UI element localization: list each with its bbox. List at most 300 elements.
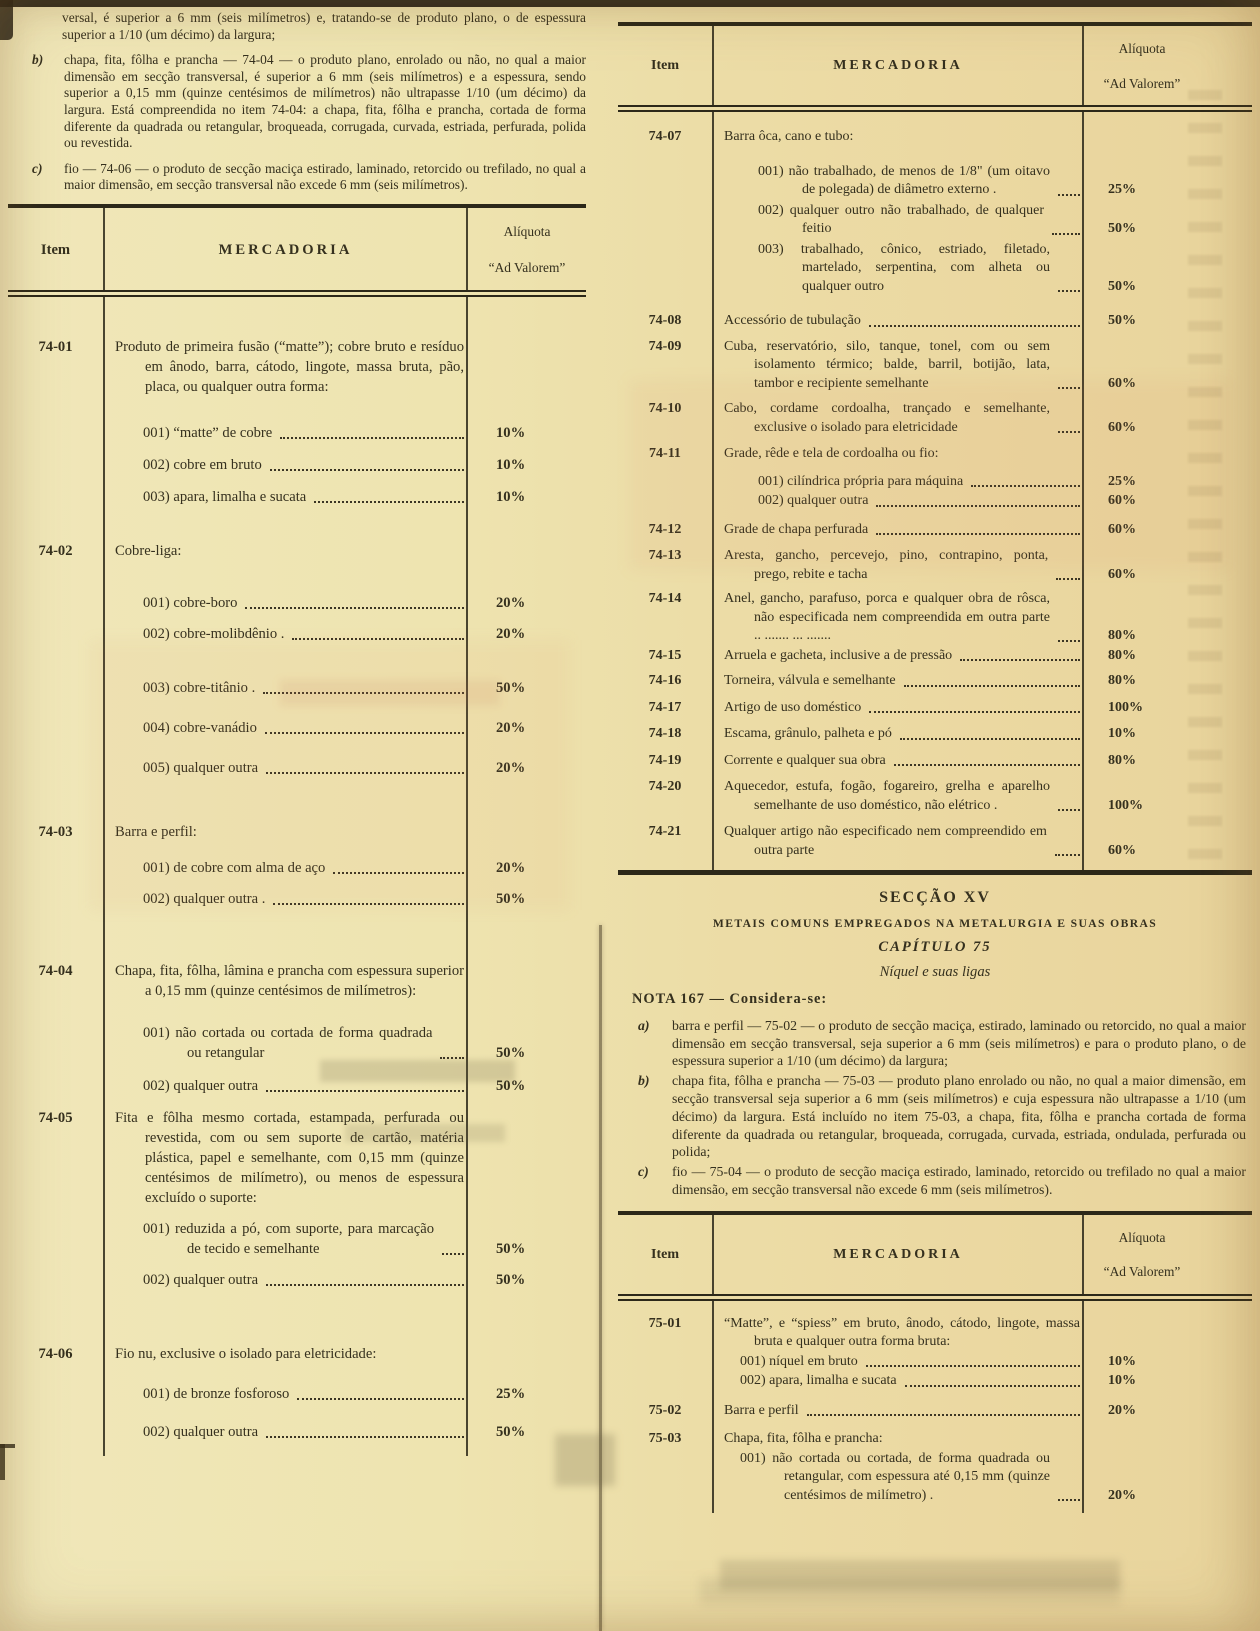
aliquota-value: 50% bbox=[1108, 313, 1136, 328]
header-aliquota-line1: Alíquota bbox=[1118, 41, 1166, 56]
row-body bbox=[712, 445, 1252, 511]
subitem-text: 002) qualquer outra bbox=[758, 493, 869, 508]
tariff-line bbox=[115, 678, 586, 698]
dot-leader bbox=[1058, 430, 1080, 433]
item-description: Fio nu, exclusive o isolado para eletricidade: bbox=[115, 1345, 377, 1362]
tariff-row bbox=[618, 585, 1252, 646]
column-rule-right bbox=[466, 297, 468, 523]
dot-leader bbox=[266, 1089, 464, 1092]
row-body bbox=[103, 822, 586, 909]
row-body bbox=[712, 128, 1252, 296]
aliquota-value: 80% bbox=[1108, 647, 1136, 663]
item-description: Artigo de uso doméstico bbox=[724, 699, 862, 715]
column-rule-right bbox=[1082, 395, 1084, 439]
section-title: SECÇÃO XV bbox=[879, 889, 991, 906]
column-rule-right bbox=[1082, 745, 1084, 772]
aliquota-value: 80% bbox=[1108, 752, 1136, 768]
nota-item-text: barra e perfil — 75-02 — o produto de secção maciça, estirado, laminado ou retorcido, no qual a maior dimensão em secção transversal, seja superior a 6 mm (seis milímetros) e para o produto plano, o de espessura superior a 1/10 (um décimo) da largura; bbox=[672, 1017, 1246, 1069]
subitem-text: 004) cobre-vanádio bbox=[143, 719, 257, 736]
dot-leader bbox=[440, 1056, 464, 1059]
tariff-row bbox=[618, 692, 1252, 719]
row-body bbox=[712, 672, 1252, 691]
aliquota-value: 20% bbox=[496, 859, 526, 876]
section-subtitle: METAIS COMUNS EMPREGADOS NA METALURGIA E SUAS OBRAS bbox=[712, 917, 1158, 930]
column-rule-left bbox=[712, 395, 714, 439]
column-rule-left bbox=[103, 1102, 105, 1312]
tariff-line bbox=[724, 752, 1252, 771]
item-code: 74-02 bbox=[38, 542, 73, 559]
row-body bbox=[103, 1344, 586, 1442]
column-rule-right bbox=[1082, 692, 1084, 719]
aliquota-value: 60% bbox=[1108, 493, 1136, 508]
nota-item-c bbox=[632, 1163, 1246, 1199]
column-rule-left bbox=[712, 771, 714, 816]
tariff-row bbox=[618, 1301, 1252, 1396]
tariff-line bbox=[724, 1372, 1252, 1391]
tariff-row bbox=[618, 666, 1252, 692]
column-rule-right bbox=[1082, 1215, 1084, 1294]
column-rule-right bbox=[1082, 585, 1084, 646]
item-description: Cabo, cordame cordoalha, trançado e semelhante, exclusive o isolado para eletricidade bbox=[724, 401, 1050, 435]
dot-leader bbox=[266, 1435, 464, 1438]
item-code: 74-04 bbox=[38, 962, 73, 979]
note-item-text: fio — 74-06 — o produto de secção maciça estirado, laminado, retorcido ou trefilado, no qual a maior dimensão, em secção transversal não excede 6 mm (seis milímetros). bbox=[64, 160, 586, 193]
section-heading bbox=[618, 889, 1252, 981]
subitem-text: 002) qualquer outra . bbox=[143, 890, 266, 907]
subitem-text: 002) qualquer outra bbox=[143, 1077, 259, 1094]
tariff-line bbox=[724, 128, 1252, 147]
item-description: Escama, grânulo, palheta e pó bbox=[724, 726, 892, 741]
aliquota-value: 10% bbox=[496, 456, 526, 473]
item-code: 74-14 bbox=[648, 591, 682, 606]
column-rule-left bbox=[103, 297, 105, 523]
column-rule-left bbox=[103, 1312, 105, 1456]
tariff-table-copper-1 bbox=[8, 204, 586, 1456]
aliquota-value: 25% bbox=[496, 1385, 526, 1402]
subitem-text: 001) não trabalhado, de menos de 1/8" (um oitavo de polegada) de diâmetro externo . bbox=[758, 163, 1050, 197]
column-rule-right bbox=[1082, 718, 1084, 745]
column-rule-left bbox=[712, 541, 714, 585]
dot-leader bbox=[280, 436, 464, 439]
item-description: Torneira, válvula e semelhante bbox=[724, 673, 896, 688]
tariff-line bbox=[115, 718, 586, 738]
tariff-row bbox=[8, 1312, 586, 1456]
aliquota-value: 20% bbox=[496, 759, 526, 776]
item-description: Fita e fôlha mesmo cortada, estampada, perfurada ou revestida, com ou sem suporte de cartão, matéria plástica, papel e semelhante, com 0,15 mm (quinze centésimos de milímetro), ou menos de espessura excluído o suporte: bbox=[115, 1109, 464, 1206]
tariff-row bbox=[618, 541, 1252, 585]
dot-leader bbox=[266, 771, 464, 774]
row-body bbox=[712, 1430, 1252, 1505]
aliquota-value: 60% bbox=[1108, 566, 1136, 582]
item-code: 74-11 bbox=[649, 446, 681, 461]
aliquota-value: 100% bbox=[1108, 797, 1143, 813]
table-header bbox=[618, 1215, 1252, 1301]
tariff-row bbox=[618, 333, 1252, 396]
column-rule-right bbox=[1082, 816, 1084, 870]
dot-leader bbox=[866, 1364, 1080, 1367]
tariff-row bbox=[8, 1102, 586, 1312]
column-rule-right bbox=[1082, 646, 1084, 667]
item-code: 74-07 bbox=[648, 129, 682, 144]
tariff-line bbox=[724, 521, 1252, 540]
nota-title-text: NOTA 167 — Considera-se: bbox=[632, 991, 828, 1007]
column-rule-right bbox=[1082, 439, 1084, 514]
aliquota-value: 80% bbox=[1108, 673, 1136, 688]
tariff-row bbox=[618, 646, 1252, 667]
tariff-row bbox=[618, 439, 1252, 514]
column-rule-left bbox=[712, 745, 714, 772]
item-code: 74-18 bbox=[648, 726, 682, 741]
subitem-text: 002) cobre em bruto bbox=[143, 456, 262, 473]
tariff-line bbox=[115, 1108, 586, 1208]
item-description: Grade de chapa perfurada bbox=[724, 521, 869, 537]
header-item: Item bbox=[40, 241, 71, 258]
note-item-label: c) bbox=[32, 160, 43, 176]
chapter-74-notes bbox=[8, 10, 586, 194]
header-aliquota bbox=[468, 222, 586, 278]
column-rule-right bbox=[1082, 1396, 1084, 1425]
dot-leader bbox=[876, 504, 1080, 507]
item-description: Cobre-liga: bbox=[115, 542, 182, 559]
note-item-label: b) bbox=[32, 52, 44, 68]
item-description: Aresta, gancho, percevejo, pino, contrapino, ponta, prego, rebite e tacha bbox=[724, 548, 1049, 582]
item-code: 74-21 bbox=[648, 824, 682, 839]
dot-leader bbox=[1058, 289, 1080, 292]
tariff-row bbox=[618, 718, 1252, 745]
column-rule-right bbox=[1082, 304, 1084, 333]
tariff-row bbox=[618, 745, 1252, 772]
dot-leader bbox=[869, 324, 1080, 327]
column-rule-right bbox=[1082, 666, 1084, 692]
tariff-line bbox=[724, 473, 1252, 492]
item-code: 75-02 bbox=[648, 1402, 682, 1418]
aliquota-value: 50% bbox=[496, 1271, 526, 1288]
dot-leader bbox=[442, 1252, 464, 1255]
aliquota-value: 10% bbox=[496, 488, 526, 505]
table-body bbox=[618, 112, 1252, 870]
tariff-table-copper-2 bbox=[618, 22, 1252, 875]
column-rule-right bbox=[466, 208, 468, 290]
header-aliquota-line2: “Ad Valorem” bbox=[488, 259, 566, 275]
dot-leader bbox=[1058, 639, 1080, 642]
nota-title bbox=[632, 991, 1246, 1009]
tariff-table-nickel bbox=[618, 1211, 1252, 1514]
item-code: 74-17 bbox=[648, 699, 682, 715]
item-description: Grade, rêde e tela de cordoalha ou fio: bbox=[724, 446, 939, 461]
header-aliquota bbox=[1084, 1229, 1252, 1282]
column-rule-left bbox=[712, 333, 714, 396]
item-description: Barra e perfil: bbox=[115, 823, 197, 840]
column-rule-left bbox=[712, 1424, 714, 1513]
column-rule-left bbox=[712, 816, 714, 870]
item-code: 74-03 bbox=[38, 823, 73, 840]
tariff-line bbox=[724, 163, 1252, 200]
tariff-row bbox=[618, 816, 1252, 870]
item-code: 75-03 bbox=[648, 1431, 682, 1447]
row-body bbox=[712, 312, 1252, 331]
item-code: 74-09 bbox=[648, 338, 682, 354]
dot-leader bbox=[314, 500, 464, 503]
aliquota-value: 25% bbox=[1108, 473, 1136, 489]
aliquota-value: 60% bbox=[1108, 375, 1136, 391]
chapter-subtitle: Níquel e suas ligas bbox=[879, 964, 991, 980]
nota-item-b bbox=[632, 1072, 1246, 1161]
row-body bbox=[712, 547, 1252, 584]
dot-leader bbox=[894, 763, 1080, 766]
table-body bbox=[618, 1301, 1252, 1514]
aliquota-value: 50% bbox=[496, 1044, 526, 1061]
column-rule-left bbox=[103, 937, 105, 1102]
tariff-row bbox=[618, 1424, 1252, 1513]
aliquota-value: 20% bbox=[496, 625, 526, 642]
subitem-text: 001) não cortada ou cortada de forma quadrada ou retangular bbox=[143, 1024, 433, 1061]
item-description: Aquecedor, estufa, fogão, fogareiro, grelha e aparelho semelhante de uso doméstico, não elétrico . bbox=[724, 779, 1050, 813]
tariff-row bbox=[8, 523, 586, 800]
item-description: Barra ôca, cano e tubo: bbox=[724, 129, 854, 144]
row-body bbox=[712, 590, 1252, 646]
item-code: 74-10 bbox=[648, 401, 682, 416]
nota-item-label: a) bbox=[638, 1017, 650, 1033]
tariff-line bbox=[724, 241, 1252, 297]
dot-leader bbox=[807, 1413, 1080, 1416]
row-body bbox=[103, 1108, 586, 1290]
nota-item-a bbox=[632, 1017, 1246, 1070]
row-body bbox=[712, 699, 1252, 718]
tariff-row bbox=[8, 937, 586, 1102]
dot-leader bbox=[960, 658, 1080, 661]
item-description: Corrente e qualquer sua obra bbox=[724, 752, 886, 768]
subitem-text: 001) “matte” de cobre bbox=[143, 424, 273, 441]
row-body bbox=[712, 725, 1252, 744]
tariff-line bbox=[724, 312, 1252, 331]
item-code: 74-16 bbox=[648, 673, 682, 688]
item-code: 74-01 bbox=[38, 338, 73, 355]
aliquota-value: 25% bbox=[1108, 182, 1136, 197]
table-header bbox=[8, 208, 586, 297]
column-rule-left bbox=[103, 208, 105, 290]
row-body bbox=[712, 778, 1252, 815]
column-rule-right bbox=[1082, 1424, 1084, 1513]
aliquota-value: 50% bbox=[496, 1077, 526, 1094]
tariff-row bbox=[8, 297, 586, 523]
column-rule-left bbox=[712, 585, 714, 646]
tariff-line bbox=[115, 487, 586, 507]
column-rule-left bbox=[712, 304, 714, 333]
tariff-line bbox=[115, 455, 586, 475]
item-code: 74-08 bbox=[648, 313, 682, 328]
item-code: 74-13 bbox=[648, 548, 682, 563]
dot-leader bbox=[1052, 232, 1080, 235]
nota-item-text: chapa fita, fôlha e prancha — 75-03 — produto plano enrolado ou não, no qual a maior dimensão, em secção transversal seja superior a 6 mm (seis milímetros) e cuja espessura não ultrapasse a 1/10 (um décimo) da largura. Está incluído no item 75-03, a chapa, fita, fôlha e prancha cortada de forma diferente da quadrada ou retangular, broqueada, corrugada, curvada, estriada, ondulada, perfurada ou polida; bbox=[672, 1073, 1246, 1160]
subitem-text: 002) qualquer outra bbox=[143, 1423, 259, 1440]
tariff-row bbox=[618, 304, 1252, 333]
dot-leader bbox=[900, 737, 1080, 740]
aliquota-value: 50% bbox=[496, 1423, 526, 1440]
page-fold-line bbox=[599, 925, 602, 1631]
item-code: 74-20 bbox=[648, 779, 682, 794]
column-rule-right bbox=[1082, 112, 1084, 304]
tariff-line bbox=[115, 624, 586, 644]
dot-leader bbox=[971, 484, 1080, 487]
item-description: Cuba, reservatório, silo, tanque, tonel, com ou sem isolamento térmico; balde, barril, botijão, lata, tambor e recipiente semelhante bbox=[724, 338, 1050, 391]
subitem-text: 005) qualquer outra bbox=[143, 759, 259, 776]
tariff-line bbox=[724, 1353, 1252, 1372]
column-rule-right bbox=[1082, 333, 1084, 396]
subitem-text: 002) qualquer outro não trabalhado, de qualquer feitio bbox=[758, 202, 1044, 236]
tariff-line bbox=[115, 541, 586, 561]
note-item-text: chapa, fita, fôlha e prancha — 74-04 — o produto plano, enrolado ou não, no qual a maior dimensão em secção transversal, é superior a 6 mm (seis milímetros) e a espessura, sendo superior a 0,15 mm (quinze centésimos de milímetros) não ultrapasse 1/10 (um décimo) da largura. Está compreendida no item 74-04: a chapa, fita, fôlha e prancha, cortada de forma diferente da quadrada ou retangular, broqueada, corrugada, curvada, estriada, perfurada, polida ou revestida. bbox=[64, 52, 586, 151]
dot-leader bbox=[1058, 193, 1080, 196]
item-code: 75-01 bbox=[648, 1315, 682, 1331]
subitem-text: 001) de cobre com alma de aço bbox=[143, 859, 326, 876]
ink-smudge bbox=[720, 1560, 1120, 1590]
dot-leader bbox=[1058, 386, 1080, 389]
tariff-line bbox=[115, 1384, 586, 1404]
left-column bbox=[8, 10, 586, 1456]
item-description: “Matte”, e “spiess” em bruto, ânodo, cátodo, lingote, massa bruta e qualquer outra forma bruta: bbox=[724, 1315, 1080, 1350]
row-body bbox=[103, 541, 586, 778]
aliquota-value: 20% bbox=[496, 594, 526, 611]
column-rule-right bbox=[1082, 1301, 1084, 1396]
aliquota-value: 50% bbox=[1108, 221, 1136, 236]
dot-leader bbox=[1058, 808, 1080, 811]
tariff-line bbox=[115, 1422, 586, 1442]
column-rule-left bbox=[712, 666, 714, 692]
aliquota-value: 60% bbox=[1108, 419, 1136, 435]
column-rule-left bbox=[712, 692, 714, 719]
dot-leader bbox=[869, 710, 1080, 713]
item-description: Chapa, fita, fôlha, lâmina e prancha com espessura superior a 0,15 mm (quinze centésimos de milímetros): bbox=[115, 962, 464, 999]
column-rule-left bbox=[712, 1301, 714, 1396]
nota-item-label: c) bbox=[638, 1164, 649, 1180]
aliquota-value: 60% bbox=[1108, 521, 1136, 537]
subitem-text: 001) não cortada ou cortada, de forma quadrada ou retangular, com espessura até 0,15 mm (quinze centésimos de milímetro) . bbox=[740, 1450, 1050, 1503]
tariff-line bbox=[724, 445, 1252, 464]
dot-leader bbox=[265, 731, 464, 734]
column-rule-left bbox=[712, 26, 714, 105]
header-mercadoria: MERCADORIA bbox=[218, 241, 353, 258]
row-body bbox=[103, 337, 586, 507]
column-rule-right bbox=[1082, 26, 1084, 105]
column-rule-right bbox=[1082, 514, 1084, 542]
aliquota-value: 50% bbox=[496, 890, 526, 907]
column-rule-right bbox=[466, 937, 468, 1102]
header-aliquota bbox=[1084, 40, 1252, 93]
column-rule-left bbox=[712, 646, 714, 667]
item-code: 74-06 bbox=[38, 1345, 73, 1362]
tariff-line bbox=[115, 822, 586, 842]
item-description: Qualquer artigo não especificado nem compreendido em outra parte bbox=[724, 824, 1047, 858]
subitem-text: 003) trabalhado, cônico, estriado, filetado, martelado, serpentina, com alheta ou qualquer outro bbox=[758, 241, 1050, 294]
header-mercadoria: MERCADORIA bbox=[833, 1247, 963, 1263]
row-body bbox=[712, 1402, 1252, 1421]
column-rule-left bbox=[103, 800, 105, 937]
item-description: Arruela e gacheta, inclusive a de pressão bbox=[724, 647, 953, 663]
aliquota-value: 80% bbox=[1108, 628, 1136, 643]
note-item-b bbox=[30, 52, 586, 152]
header-item: Item bbox=[651, 1247, 679, 1263]
row-body bbox=[712, 647, 1252, 666]
row-body bbox=[712, 400, 1252, 437]
tariff-line bbox=[724, 647, 1252, 666]
dot-leader bbox=[263, 691, 464, 694]
tariff-line bbox=[724, 778, 1252, 815]
aliquota-value: 20% bbox=[1108, 1487, 1136, 1503]
row-body bbox=[712, 338, 1252, 394]
header-mercadoria: MERCADORIA bbox=[833, 58, 963, 74]
dot-leader bbox=[1055, 853, 1080, 856]
tariff-line bbox=[724, 1402, 1252, 1421]
item-code: 74-05 bbox=[38, 1109, 73, 1126]
tariff-line bbox=[115, 889, 586, 909]
tariff-line bbox=[115, 593, 586, 613]
tariff-line bbox=[724, 672, 1252, 691]
item-description: Anel, gancho, parafuso, porca e qualquer obra de rôsca, não especificada nem compreendida em outra parte .. ....... ... ....... bbox=[724, 591, 1050, 643]
subitem-text: 001) cobre-boro bbox=[143, 594, 238, 611]
subitem-text: 001) reduzida a pó, com suporte, para marcação de tecido e semelhante bbox=[143, 1220, 434, 1257]
subitem-text: 002) apara, limalha e sucata bbox=[740, 1373, 897, 1389]
row-body bbox=[712, 752, 1252, 771]
column-rule-left bbox=[712, 514, 714, 542]
item-description: Produto de primeira fusão (“matte”); cobre bruto e resíduo em ânodo, barra, cátodo, lingote, massa bruta, pão, placa, ou qualquer outra forma: bbox=[115, 338, 464, 395]
header-aliquota-line2: “Ad Valorem” bbox=[1103, 75, 1181, 91]
tariff-line bbox=[724, 699, 1252, 718]
aliquota-value: 10% bbox=[1108, 1373, 1136, 1389]
margin-bracket-mark bbox=[0, 1444, 5, 1480]
aliquota-value: 10% bbox=[496, 424, 526, 441]
row-body bbox=[712, 823, 1252, 860]
ink-smudge bbox=[700, 1578, 1120, 1604]
column-rule-left bbox=[712, 718, 714, 745]
tariff-line bbox=[724, 590, 1252, 646]
nota-item-label: b) bbox=[638, 1073, 650, 1089]
tariff-line bbox=[115, 1219, 586, 1259]
table-body bbox=[8, 297, 586, 1456]
nota-167 bbox=[618, 991, 1252, 1199]
aliquota-value: 20% bbox=[1108, 1402, 1136, 1418]
aliquota-value: 50% bbox=[1108, 278, 1136, 294]
column-rule-left bbox=[712, 1396, 714, 1425]
dot-leader bbox=[297, 1397, 464, 1400]
dot-leader bbox=[292, 637, 464, 640]
tariff-row bbox=[8, 800, 586, 937]
tariff-line bbox=[724, 1315, 1252, 1352]
aliquota-value: 10% bbox=[1108, 726, 1136, 741]
row-body bbox=[712, 521, 1252, 540]
subitem-text: 001) níquel em bruto bbox=[740, 1353, 858, 1369]
aliquota-value: 20% bbox=[496, 719, 526, 736]
nota-item-text: fio — 75-04 — o produto de secção maciça estirado, laminado, retorcido ou trefilado no qual a maior dimensão, em secção transversal não excede 6 mm (seis milímetros). bbox=[672, 1164, 1246, 1197]
column-rule-left bbox=[712, 439, 714, 514]
item-description: Chapa, fita, fôlha e prancha: bbox=[724, 1431, 883, 1447]
tariff-row bbox=[618, 1396, 1252, 1425]
dot-leader bbox=[1058, 1498, 1080, 1501]
tariff-line bbox=[724, 547, 1252, 584]
column-rule-right bbox=[466, 800, 468, 937]
note-continuation: versal, é superior a 6 mm (seis milímetros) e, tratando-se de produto plano, o de espessura superior a 1/10 (um décimo) da largura; bbox=[62, 10, 586, 42]
tariff-line bbox=[724, 492, 1252, 511]
column-rule-right bbox=[1082, 541, 1084, 585]
tariff-row bbox=[618, 112, 1252, 304]
tariff-line bbox=[724, 823, 1252, 860]
item-description: Accessório de tubulação bbox=[724, 313, 861, 328]
tariff-line bbox=[724, 338, 1252, 394]
tariff-row bbox=[618, 395, 1252, 439]
tariff-line bbox=[724, 1430, 1252, 1449]
subitem-text: 001) cilíndrica própria para máquina bbox=[758, 473, 964, 489]
dot-leader bbox=[333, 871, 464, 874]
aliquota-value: 100% bbox=[1108, 699, 1143, 715]
